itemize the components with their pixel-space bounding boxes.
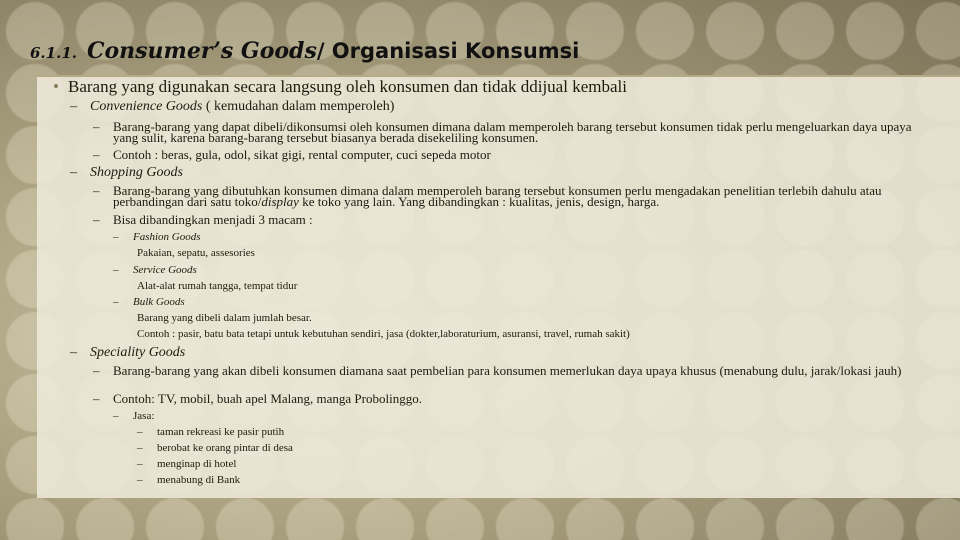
shopping-item-2: – Bisa dibandingkan menjadi 3 macam : <box>93 212 313 227</box>
service-desc: Alat-alat rumah tangga, tempat tidur <box>137 280 298 292</box>
bullet-main: • Barang yang digunakan secara langsung oleh konsumen dan tidak ddijual kembali <box>53 77 627 96</box>
service-goods: – Service Goods <box>113 264 197 276</box>
speciality-item-1: – Barang-barang yang akan dibeli konsumen diamana saat pembelian para konsumen memerlukan daya upaya khusus (menabung dulu, jarak/lokasi jauh) <box>93 363 902 378</box>
title-number: 6.1.1. <box>30 44 77 62</box>
jasa-label: – Jasa: <box>113 410 155 422</box>
fashion-desc: Pakaian, sepatu, assesories <box>137 247 255 259</box>
convenience-item-1: – Barang-barang yang dapat dibeli/dikonsumsi oleh konsumen dimana dalam memperoleh barang tersebut konsumen tidak perlu mengeluarkan daya upaya yang sulit, karena barang-barang tersebut biasanya berada disekeliling konsumen. <box>93 119 912 145</box>
shopping-heading: – Shopping Goods <box>70 165 183 180</box>
title-rest: / Organisasi Konsumsi <box>316 39 580 63</box>
speciality-item-2: – Contoh: TV, mobil, buah apel Malang, manga Probolinggo. <box>93 391 422 406</box>
speciality-heading: – Speciality Goods <box>70 345 186 360</box>
bulk-desc-1: Barang yang dibeli dalam jumlah besar. <box>137 312 312 324</box>
convenience-item-2: – Contoh : beras, gula, odol, sikat gigi, rental computer, cuci sepeda motor <box>93 147 491 162</box>
fashion-goods: – Fashion Goods <box>113 231 201 243</box>
bulk-desc-2: Contoh : pasir, batu bata tetapi untuk kebutuhan sendiri, jasa (dokter,laboraturium, asuransi, travel, rumah sakit) <box>137 328 630 340</box>
bulk-goods: – Bulk Goods <box>113 296 185 308</box>
jasa-item: – taman rekreasi ke pasir putih <box>137 426 285 438</box>
slide-title <box>30 28 579 66</box>
bullet-icon: • <box>53 77 59 96</box>
shopping-item-1: – Barang-barang yang dibutuhkan konsumen dimana dalam memperoleh barang tersebut konsumen perlu mengadakan penelitian terlebih dahulu atau perbandingan dari satu toko/display ke toko yang lain. Yang dibandingkan : kualitas, jenis, design, harga. <box>93 183 882 209</box>
jasa-item: – berobat ke orang pintar di desa <box>137 442 293 454</box>
jasa-item: – menginap di hotel <box>137 458 237 470</box>
jasa-item: – menabung di Bank <box>137 474 241 486</box>
convenience-heading: – Convenience Goods ( kemudahan dalam memperoleh) <box>70 99 395 114</box>
title-italic: Consumer’s Goods <box>86 38 317 64</box>
